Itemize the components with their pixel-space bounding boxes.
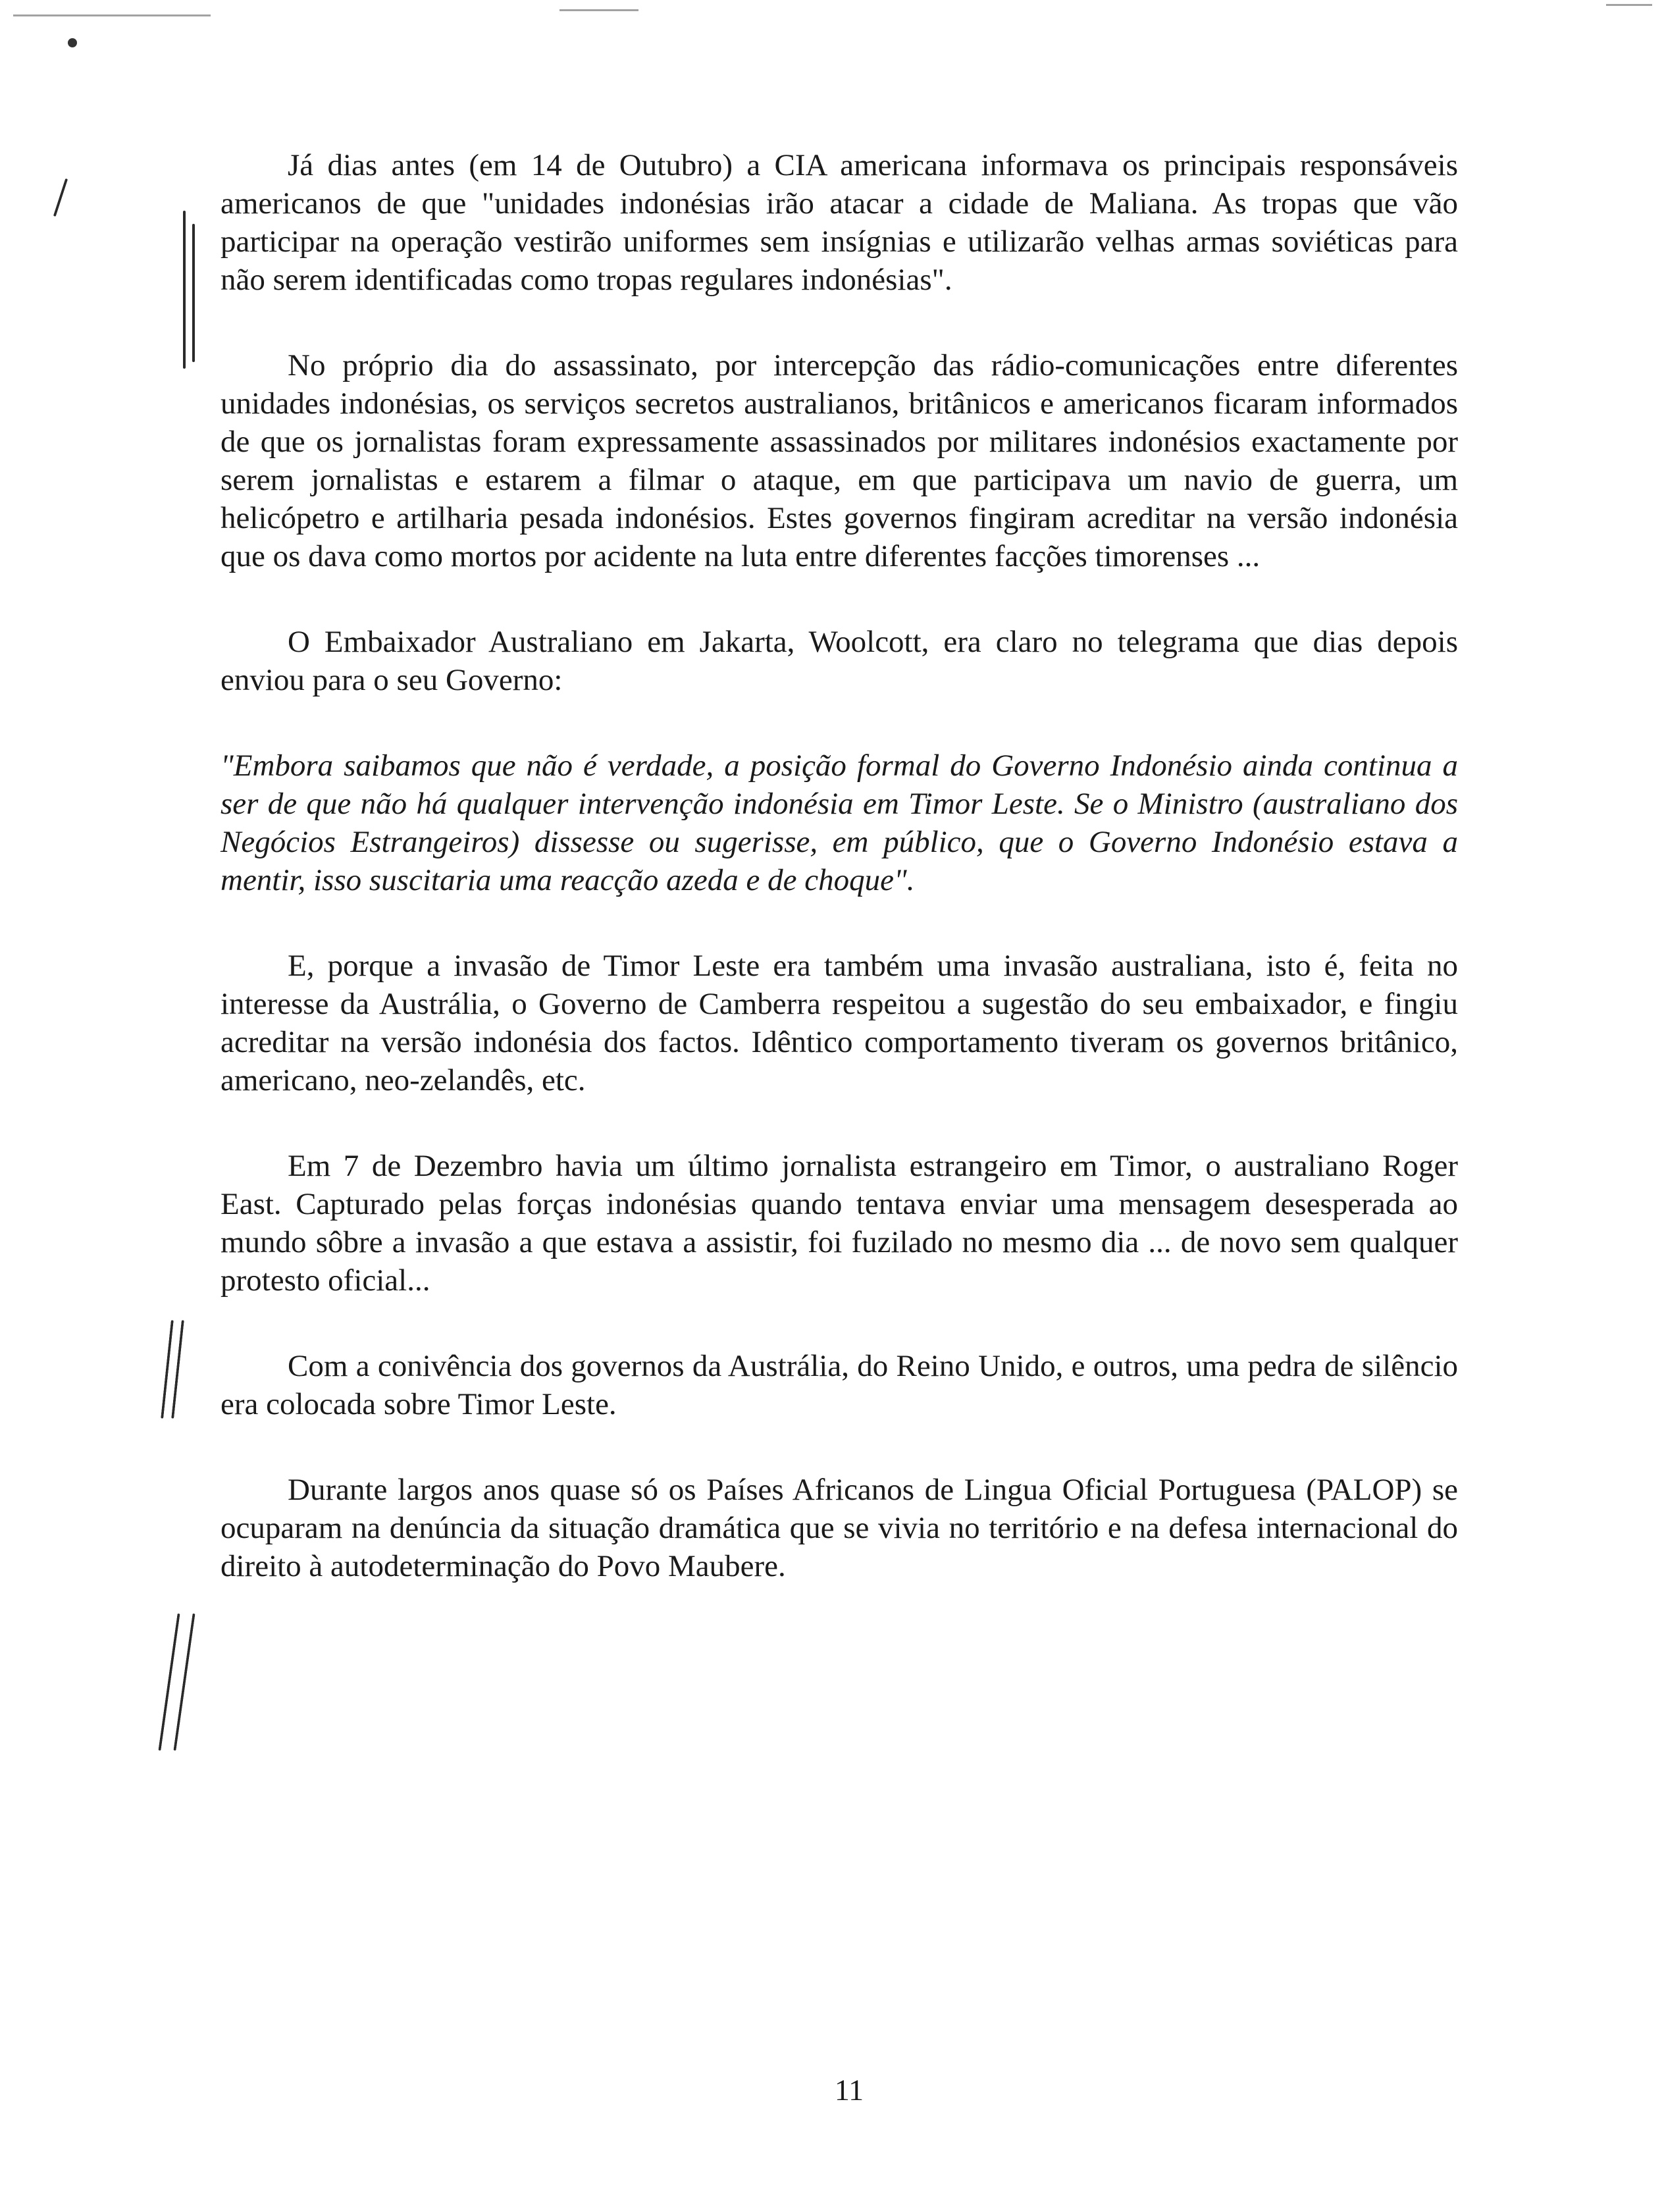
body-text — [221, 146, 1458, 1633]
scan-artifact-top-left — [13, 14, 211, 16]
paragraph-cia-report: Já dias antes (em 14 de Outubro) a CIA americana informava os principais responsáveis americanos de que "unidades indonésias irão atacar a cidade de Maliana. As tropas que vão participar na operação vestirão uniformes sem insígnias e utilizarão velhas armas soviéticas para não serem identificadas como tropas regulares indonésias". — [221, 148, 1458, 297]
scan-artifact-top-center — [559, 9, 638, 11]
margin-bracket-1 — [183, 211, 186, 369]
paragraph-telegram-quote: "Embora saibamos que não é verdade, a posição formal do Governo Indonésio ainda continua a ser de que não há qualquer intervenção indonésia em Timor Leste. Se o Ministro (australiano dos Negócios Estrangeiros) dissesse ou sugerisse, em público, que o Governo Indonésio estava a mentir, isso suscitaria uma reacção azeda e de choque". — [221, 749, 1458, 897]
paragraph-roger-east: Em 7 de Dezembro havia um último jornalista estrangeiro em Timor, o australiano Roger East. Capturado pelas forças indonésias quando tentava enviar uma mensagem desesperada ao mundo sôbre a invasão a que estava a assistir, foi fuzilado no mesmo dia ... de novo sem qualquer protesto oficial... — [221, 1149, 1458, 1298]
paragraph-ambassador: O Embaixador Australiano em Jakarta, Woolcott, era claro no telegrama que dias depois enviou para o seu Governo: — [221, 625, 1458, 697]
scan-artifact-top-right — [1606, 4, 1652, 6]
margin-bracket-1b — [192, 224, 195, 362]
page-number: 11 — [834, 2073, 864, 2107]
paragraph-australian-invasion: E, porque a invasão de Timor Leste era também uma invasão australiana, isto é, feita no interesse da Austrália, o Governo de Camberra respeitou a sugestão do seu embaixador, e fingiu acreditar na versão indonésia dos factos. Idêntico comportamento tiveram os governos britânico, americano, neo-zelandês, etc. — [221, 949, 1458, 1097]
margin-slash-1 — [53, 178, 68, 217]
paragraph-palop: Durante largos anos quase só os Países Africanos de Lingua Oficial Portuguesa (PALOP) se ocuparam na denúncia da situação dramática que se vivia no território e na defesa internacional do direito à autodeterminação do Povo Maubere. — [221, 1473, 1458, 1583]
margin-bracket-2b — [171, 1320, 184, 1419]
scan-speck — [68, 38, 77, 47]
margin-bracket-2 — [161, 1320, 174, 1419]
paragraph-assassination-day: No próprio dia do assassinato, por intercepção das rádio-comunicações entre diferentes unidades indonésias, os serviços secretos australianos, britânicos e americanos ficaram informados de que os jornalistas foram expressamente assassinados por militares indonésios exactamente por serem jornalistas e estarem a filmar o ataque, em que participava um navio de guerra, um helicópetro e artilharia pesada indonésios. Estes governos fingiram acreditar na versão indonésia que os dava como mortos por acidente na luta entre diferentes facções timorenses ... — [221, 348, 1458, 573]
paragraph-connivance: Com a conivência dos governos da Austrália, do Reino Unido, e outros, uma pedra de silêncio era colocada sobre Timor Leste. — [221, 1349, 1458, 1421]
